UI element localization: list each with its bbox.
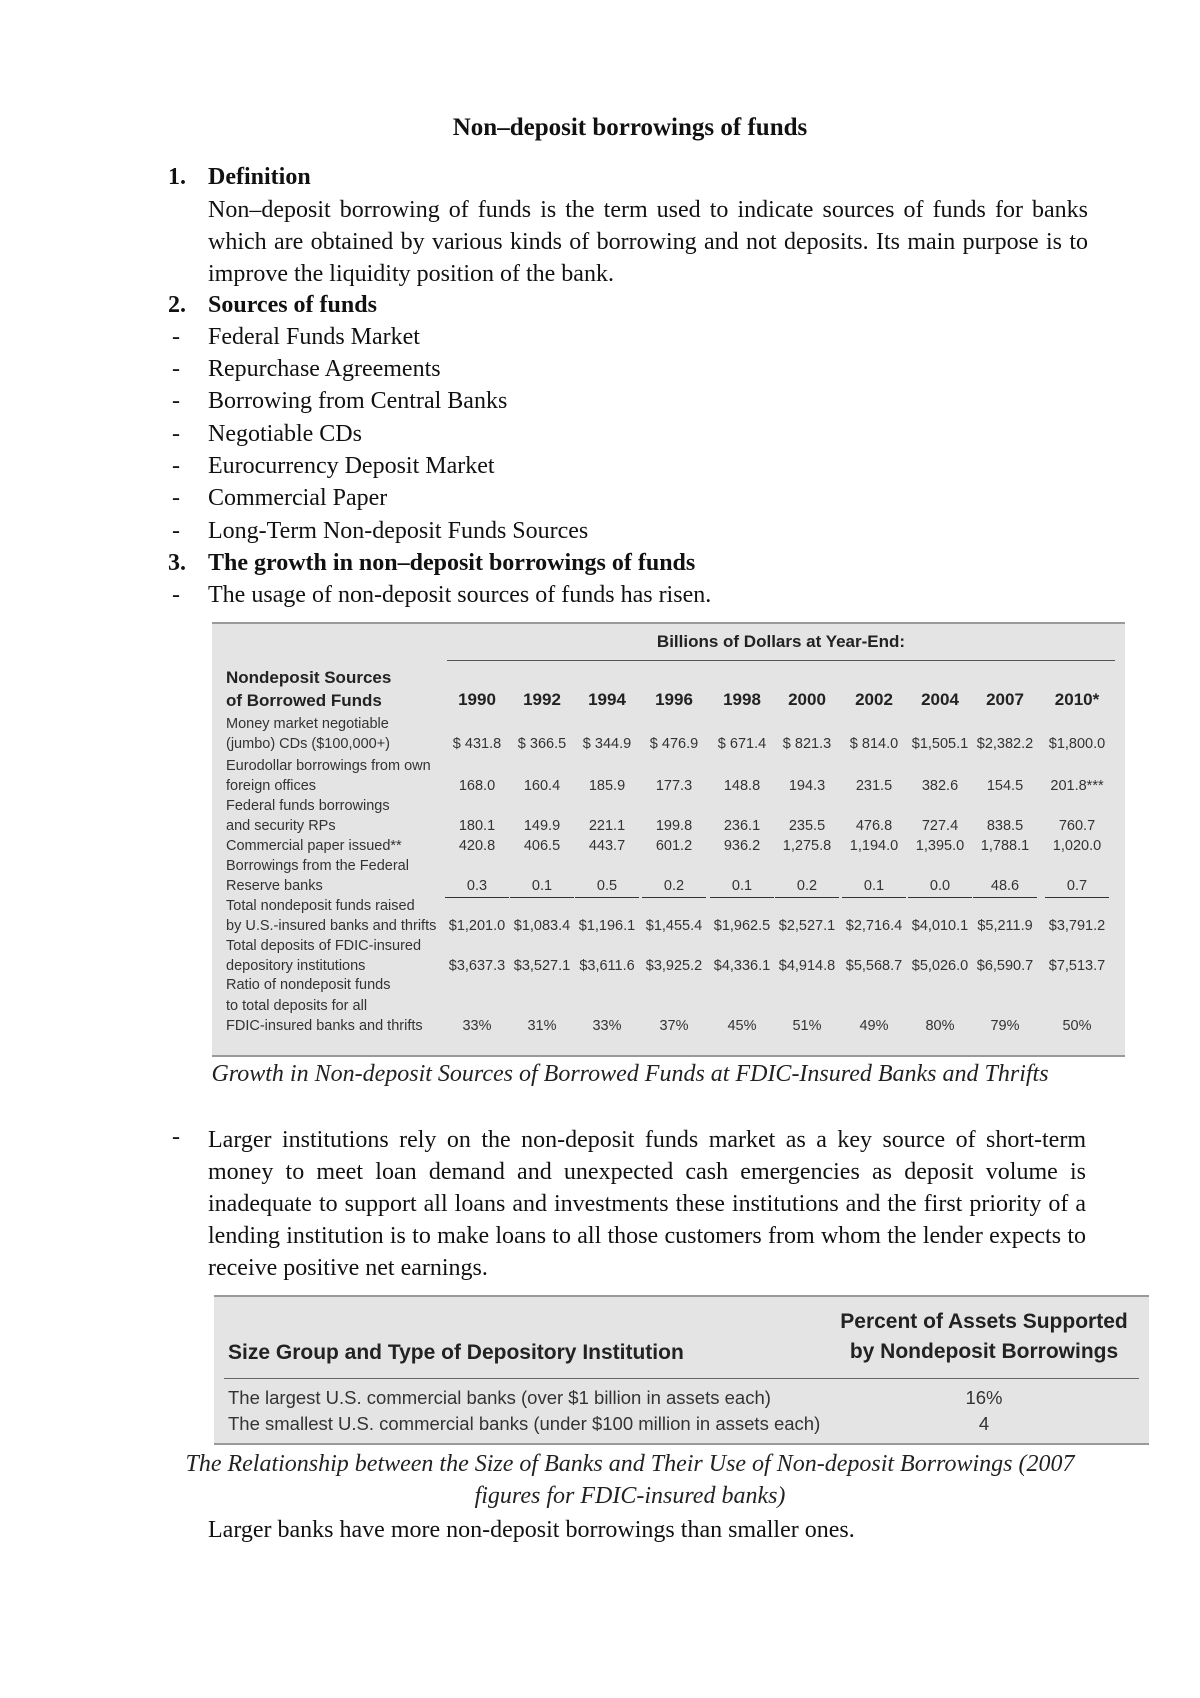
table-year-header: 2002 bbox=[855, 690, 893, 709]
table-cell: $2,382.2 bbox=[976, 736, 1034, 752]
table-row-label: to total deposits for all bbox=[226, 997, 368, 1014]
table-row-label: Federal funds borrowings bbox=[226, 797, 390, 814]
table-cell: 33% bbox=[592, 1018, 622, 1034]
definition-paragraph: Non–deposit borrowing of funds is the term used to indicate sources of funds for banks which are obtained by various kinds of borrowing and not deposits. Its main purpose is to improve the liquidity position of the bank. bbox=[208, 197, 1088, 287]
larger-institutions-paragraph: Larger institutions rely on the non-deposit funds market as a key source of short-term money to meet loan demand and unexpected cash emergencies as deposit volume is inadequate to support all loans and investments these institutions and the first priority of a lending institution is to make loans to all those customers from whom the lender expects to receive positive net earnings. bbox=[208, 1127, 1086, 1281]
table-cell: 1,020.0 bbox=[1052, 838, 1102, 854]
table-cell: $4,914.8 bbox=[778, 958, 836, 974]
table-row-label: Commercial paper issued** bbox=[226, 838, 402, 854]
nondeposit-sources-table bbox=[212, 622, 1125, 1057]
table-cell: $3,527.1 bbox=[513, 958, 571, 974]
table-row-label: Ratio of nondeposit funds bbox=[226, 977, 391, 993]
table-cell: 80% bbox=[925, 1018, 955, 1034]
table-cell: 0.3 bbox=[445, 878, 509, 898]
list-item: - Federal Funds Market bbox=[172, 324, 420, 350]
table-cell: 0.5 bbox=[575, 878, 639, 898]
list-item: - Long-Term Non-deposit Funds Sources bbox=[172, 518, 589, 544]
table-cell: $ 366.5 bbox=[517, 736, 567, 752]
table-cell: 148.8 bbox=[723, 778, 761, 794]
table-cell: 420.8 bbox=[458, 838, 496, 854]
section-title: The growth in non–deposit borrowings of funds bbox=[208, 550, 696, 576]
table-year-header: 2000 bbox=[788, 690, 826, 709]
section-title: Definition bbox=[208, 164, 311, 190]
table-cell: $ 476.9 bbox=[649, 736, 699, 752]
section-2-heading bbox=[168, 292, 377, 319]
list-item: - Negotiable CDs bbox=[172, 421, 362, 447]
table-cell: $1,505.1 bbox=[911, 736, 969, 752]
table-cell: 0.2 bbox=[642, 878, 706, 898]
table-cell: 231.5 bbox=[855, 778, 893, 794]
table-cell: 194.3 bbox=[788, 778, 826, 794]
table-row-label: foreign offices bbox=[226, 778, 317, 794]
table-cell: 37% bbox=[659, 1018, 689, 1034]
list-item-dash: - bbox=[172, 1124, 180, 1150]
table-cell: $ 344.9 bbox=[582, 736, 632, 752]
table-cell: 601.2 bbox=[655, 838, 693, 854]
conclusion-line: Larger banks have more non-deposit borrowings than smaller ones. bbox=[208, 1517, 855, 1543]
table-cell: 443.7 bbox=[588, 838, 626, 854]
table-cell: 51% bbox=[792, 1018, 822, 1034]
section-number: 1. bbox=[168, 164, 186, 190]
table-row-label: and security RPs bbox=[226, 818, 336, 834]
table-row-label: Eurodollar borrowings from own bbox=[226, 757, 431, 774]
table-year-header: 1990 bbox=[458, 690, 496, 709]
table-cell: $5,211.9 bbox=[977, 918, 1033, 934]
table-cell: 727.4 bbox=[921, 818, 959, 834]
table-row-label: by U.S.-insured banks and thrifts bbox=[226, 918, 437, 934]
table-cell: 406.5 bbox=[523, 838, 561, 854]
table-cell: 199.8 bbox=[655, 818, 693, 834]
table-cell: 79% bbox=[990, 1018, 1020, 1034]
table-cell: 221.1 bbox=[588, 818, 626, 834]
table-row-value: 16% bbox=[965, 1387, 1003, 1408]
table-divider bbox=[224, 1378, 1139, 1379]
list-item: - The usage of non-deposit sources of funds has risen. bbox=[172, 582, 712, 608]
list-item: - Repurchase Agreements bbox=[172, 356, 441, 382]
table-cell: $ 814.0 bbox=[849, 736, 899, 752]
table-year-header: 1996 bbox=[655, 690, 693, 709]
table-cell: 185.9 bbox=[588, 778, 626, 794]
table-cell: $ 671.4 bbox=[717, 736, 767, 752]
table-cell: 1,395.0 bbox=[915, 838, 965, 854]
table-cell: 31% bbox=[527, 1018, 557, 1034]
table-cell: 1,788.1 bbox=[980, 838, 1030, 854]
table-year-header: 1998 bbox=[723, 690, 761, 709]
table-row-label: Total deposits of FDIC-insured bbox=[226, 937, 422, 954]
table-cell: $ 821.3 bbox=[782, 736, 832, 752]
table-cell: 0.2 bbox=[775, 878, 839, 898]
table-cell: 476.8 bbox=[855, 818, 893, 834]
list-item: - Borrowing from Central Banks bbox=[172, 388, 508, 414]
table-cell: 0.1 bbox=[510, 878, 574, 898]
table-cell: 1,275.8 bbox=[782, 838, 832, 854]
table-header-right: Percent of Assets Supported by Nondeposit Borrowings bbox=[840, 1310, 1128, 1363]
list-item: - Eurocurrency Deposit Market bbox=[172, 453, 495, 479]
table-cell: 168.0 bbox=[458, 778, 496, 794]
table-cell: $1,800.0 bbox=[1048, 736, 1106, 752]
table-cell: $4,010.1 bbox=[911, 918, 969, 934]
table-row-label: FDIC-insured banks and thrifts bbox=[226, 1018, 423, 1034]
table-2-caption: The Relationship between the Size of Banks and Their Use of Non-deposit Borrowings (2007 figures for FDIC-insured banks) bbox=[185, 1451, 1075, 1509]
section-1-heading bbox=[168, 164, 311, 191]
page-title: Non–deposit borrowings of funds bbox=[452, 114, 808, 141]
table-cell: $3,925.2 bbox=[645, 958, 703, 974]
table-year-header: 1994 bbox=[588, 690, 626, 709]
table-cell: 201.8*** bbox=[1050, 778, 1104, 794]
table-cell: $6,590.7 bbox=[976, 958, 1034, 974]
section-3-heading bbox=[168, 550, 695, 577]
table-header-left: Size Group and Type of Depository Institution bbox=[228, 1341, 684, 1364]
table-cell: 0.1 bbox=[710, 878, 774, 898]
table-row-label: Reserve banks bbox=[226, 878, 323, 894]
table-cell: 33% bbox=[462, 1018, 492, 1034]
table-cell: $3,791.2 bbox=[1048, 918, 1106, 934]
table-year-header: 1992 bbox=[523, 690, 561, 709]
table-cell: $5,568.7 bbox=[845, 958, 903, 974]
table-cell: 838.5 bbox=[986, 818, 1024, 834]
section-title: Sources of funds bbox=[208, 292, 377, 318]
table-cell: $2,716.4 bbox=[845, 918, 903, 934]
table-super-header: Billions of Dollars at Year-End: bbox=[447, 632, 1115, 661]
table-year-header: 2004 bbox=[921, 690, 959, 709]
table-cell: $1,201.0 bbox=[448, 918, 506, 934]
table-cell: $ 431.8 bbox=[452, 736, 502, 752]
table-cell: 235.5 bbox=[788, 818, 826, 834]
table-cell: 180.1 bbox=[458, 818, 496, 834]
bank-size-table bbox=[214, 1295, 1149, 1445]
table-cell: $3,637.3 bbox=[448, 958, 506, 974]
table-cell: 0.0 bbox=[908, 878, 972, 898]
table-cell: $2,527.1 bbox=[778, 918, 836, 934]
table-1-caption: Growth in Non-deposit Sources of Borrowed Funds at FDIC-Insured Banks and Thrifts bbox=[211, 1061, 1049, 1087]
table-cell: 154.5 bbox=[986, 778, 1024, 794]
table-row-label: The largest U.S. commercial banks (over $1 billion in assets each) bbox=[228, 1387, 771, 1408]
table-cell: 760.7 bbox=[1058, 818, 1096, 834]
table-row-label: The smallest U.S. commercial banks (under $100 million in assets each) bbox=[228, 1413, 821, 1434]
table-column-title: Nondeposit Sources of Borrowed Funds bbox=[226, 668, 392, 710]
table-cell: 160.4 bbox=[523, 778, 561, 794]
table-cell: $3,611.6 bbox=[579, 958, 635, 974]
section-number: 3. bbox=[168, 550, 186, 576]
table-row-label: depository institutions bbox=[226, 958, 366, 974]
table-row-label: Total nondeposit funds raised bbox=[226, 897, 415, 914]
table-cell: $5,026.0 bbox=[911, 958, 969, 974]
table-cell: $4,336.1 bbox=[713, 958, 771, 974]
table-cell: $1,196.1 bbox=[578, 918, 636, 934]
table-cell: 177.3 bbox=[655, 778, 693, 794]
table-cell: 48.6 bbox=[973, 878, 1037, 898]
table-cell: 45% bbox=[727, 1018, 757, 1034]
table-cell: 1,194.0 bbox=[849, 838, 899, 854]
table-cell: 936.2 bbox=[723, 838, 761, 854]
table-cell: $7,513.7 bbox=[1048, 958, 1106, 974]
table-row-label: (jumbo) CDs ($100,000+) bbox=[226, 736, 391, 752]
table-cell: 49% bbox=[859, 1018, 889, 1034]
list-item: - Commercial Paper bbox=[172, 485, 388, 511]
table-cell: 236.1 bbox=[723, 818, 761, 834]
table-row-label: Borrowings from the Federal bbox=[226, 857, 409, 874]
table-cell: $1,962.5 bbox=[713, 918, 771, 934]
table-cell: 382.6 bbox=[921, 778, 959, 794]
table-cell: 50% bbox=[1062, 1018, 1092, 1034]
table-cell: 149.9 bbox=[523, 818, 561, 834]
table-cell: 0.7 bbox=[1045, 878, 1109, 898]
table-year-header: 2007 bbox=[986, 690, 1024, 709]
table-row-value: 4 bbox=[978, 1413, 990, 1434]
table-cell: $1,083.4 bbox=[513, 918, 571, 934]
table-cell: 0.1 bbox=[842, 878, 906, 898]
table-row-label: Money market negotiable bbox=[226, 715, 389, 732]
table-year-header: 2010* bbox=[1054, 690, 1100, 709]
table-cell: $1,455.4 bbox=[645, 918, 703, 934]
section-number: 2. bbox=[168, 292, 186, 318]
